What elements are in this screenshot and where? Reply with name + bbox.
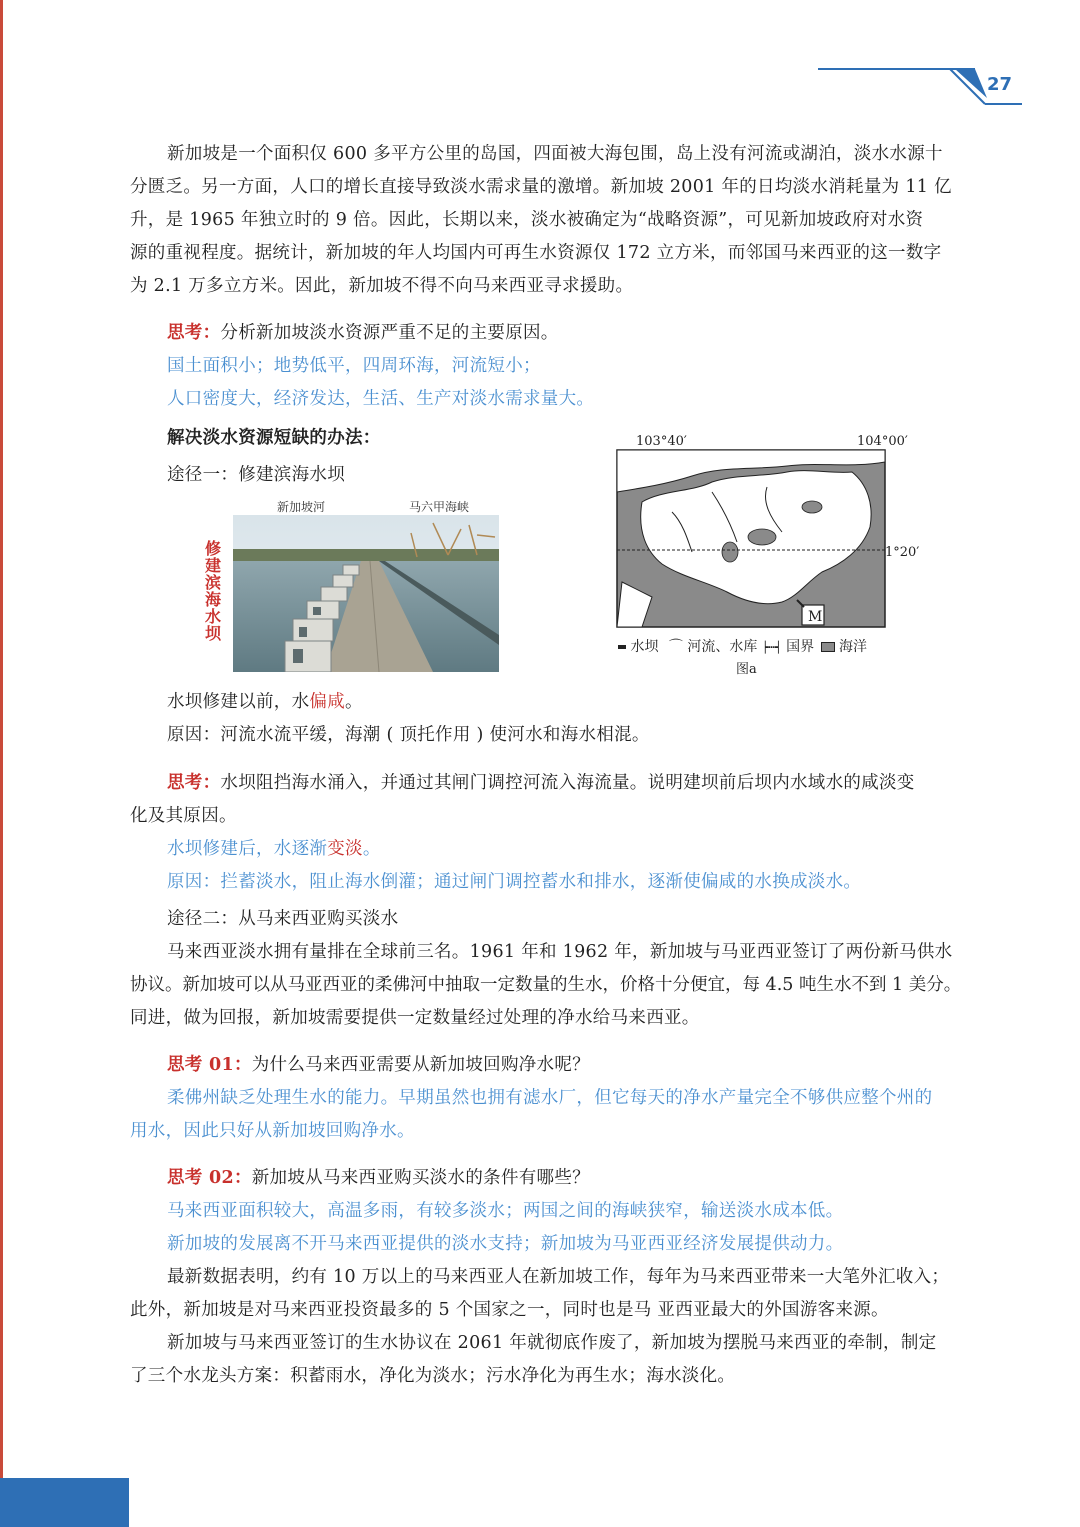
dam-legend-icon xyxy=(618,645,626,649)
paragraph4-line: 了三个水龙头方案：积蓄雨水，净化为淡水；污水净化为再生水；海水淡化。 xyxy=(130,1366,736,1386)
think2: 思考：水坝阻挡海水涌入，并通过其闸门调控河流入海流量。说明建坝前后坝内水域水的咸淡变 xyxy=(167,773,915,793)
paragraph2-line: 马来西亚淡水拥有量排在全球前三名。1961 年和 1962 年，新加坡与马亚西亚签订了两份新马供水 xyxy=(167,942,953,962)
answer4-line: 马来西亚面积较大，高温多雨，有较多淡水；两国之间的海峡狭窄，输送淡水成本低。 xyxy=(167,1201,844,1221)
answer4-line: 新加坡的发展离不开马来西亚提供的淡水支持；新加坡为马亚西亚经济发展提供动力。 xyxy=(167,1234,844,1254)
think4: 思考 02：新加坡从马来西亚购买淡水的条件有哪些？ xyxy=(167,1168,590,1188)
paragraph3-line: 此外，新加坡是对马来西亚投资最多的 5 个国家之一，同时也是马 亚西亚最大的外国游客来源。 xyxy=(130,1300,889,1320)
border-legend-icon: ┝┅┥ xyxy=(761,641,782,654)
map-lon-right: 104°00′ xyxy=(857,434,908,449)
paragraph1-line: 为 2.1 万多立方米。因此，新加坡不得不向马来西亚寻求援助。 xyxy=(130,276,634,296)
footer-blue-bar xyxy=(0,1478,129,1527)
route1-heading: 途径一：修建滨海水坝 xyxy=(167,465,345,485)
answer3-line: 柔佛州缺乏处理生水的能力。早期虽然也拥有滤水厂，但它每天的净水产量完全不够供应整个州的 xyxy=(167,1088,933,1108)
photo-vertical-label: 修 建 滨 海 水 坝 xyxy=(204,539,221,643)
paragraph1-line: 新加坡是一个面积仅 600 多平方公里的岛国，四面被大海包围，岛上没有河流或湖泊，淡水水源十 xyxy=(167,144,943,164)
think4-label: 思考 02： xyxy=(167,1168,252,1188)
think1-label: 思考： xyxy=(167,323,221,343)
answer1-line: 国土面积小；地势低平，四周环海，河流短小； xyxy=(167,356,541,376)
answer3-line: 用水，因此只好从新加坡回购净水。 xyxy=(130,1121,415,1141)
before-dam: 水坝修建以前，水偏咸。 xyxy=(167,692,363,712)
answer2: 水坝修建后，水逐渐变淡。 xyxy=(167,839,381,859)
think3-label: 思考 01： xyxy=(167,1055,252,1075)
reason1: 原因：河流水流平缓，海潮 ( 顶托作用 ) 使河水和海水相混。 xyxy=(167,725,650,745)
ocean-legend-icon xyxy=(821,642,835,652)
map-caption: 图a xyxy=(736,662,757,677)
answer1-line: 人口密度大，经济发达，生活、生产对淡水需求量大。 xyxy=(167,389,595,409)
think2-label: 思考： xyxy=(167,773,221,793)
left-edge-stripe xyxy=(0,0,3,1527)
paragraph2-line: 同进，做为回报，新加坡需要提供一定数量经过处理的净水给马来西亚。 xyxy=(130,1008,700,1028)
solution-heading: 解决淡水资源短缺的办法： xyxy=(167,428,381,448)
photo-caption-left: 新加坡河 xyxy=(277,500,326,514)
think1-question: 分析新加坡淡水资源严重不足的主要原因。 xyxy=(220,323,559,343)
photo-caption-right: 马六甲海峡 xyxy=(409,500,470,514)
route2-heading: 途径二：从马来西亚购买淡水 xyxy=(167,909,399,929)
before-dam-highlight: 偏咸 xyxy=(309,692,346,712)
paragraph3-line: 最新数据表明，约有 10 万以上的马来西亚人在新加坡工作，每年为马来西亚带来一大笔外汇收入； xyxy=(167,1267,950,1287)
answer2-highlight: 变淡 xyxy=(327,839,363,859)
map-marker-label: M xyxy=(808,609,823,625)
paragraph2-line: 协议。新加坡可以从马亚西亚的柔佛河中抽取一定数量的生水，价格十分便宜，每 4.5 吨生水不到 1 美分。 xyxy=(130,975,962,995)
answer2-reason: 原因：拦蓄淡水，阻止海水倒灌；通过闸门调控蓄水和排水，逐渐使偏咸的水换成淡水。 xyxy=(167,872,862,892)
think3: 思考 01：为什么马来西亚需要从新加坡回购净水呢？ xyxy=(167,1055,590,1075)
map-lat-label: 1°20′ xyxy=(885,545,920,560)
paragraph1-line: 源的重视程度。据统计，新加坡的年人均国内可再生水资源仅 172 立方米，而邻国马来西亚的这一数字 xyxy=(130,243,942,263)
map-lon-left: 103°40′ xyxy=(636,434,687,449)
page-number: 27 xyxy=(987,74,1013,95)
think2-question-cont: 化及其原因。 xyxy=(130,806,237,826)
paragraph4-line: 新加坡与马来西亚签订的生水协议在 2061 年就彻底作废了，新加坡为摆脱马来西亚的牵制，制定 xyxy=(167,1333,937,1353)
river-legend-icon: ⌒ xyxy=(668,639,683,655)
paragraph1-line: 分匮乏。另一方面，人口的增长直接导致淡水需求量的激增。新加坡 2001 年的日均淡水消耗量为 11 亿 xyxy=(130,177,952,197)
dam-photo xyxy=(233,515,499,672)
think1 xyxy=(167,321,990,345)
paragraph1-line: 升，是 1965 年独立时的 9 倍。因此，长期以来，淡水被确定为“战略资源”，可见新加坡政府对水资 xyxy=(130,210,924,230)
map-legend: 水坝 ⌒ 河流、水库 ┝┅┥ 国界 海洋 xyxy=(618,636,867,656)
